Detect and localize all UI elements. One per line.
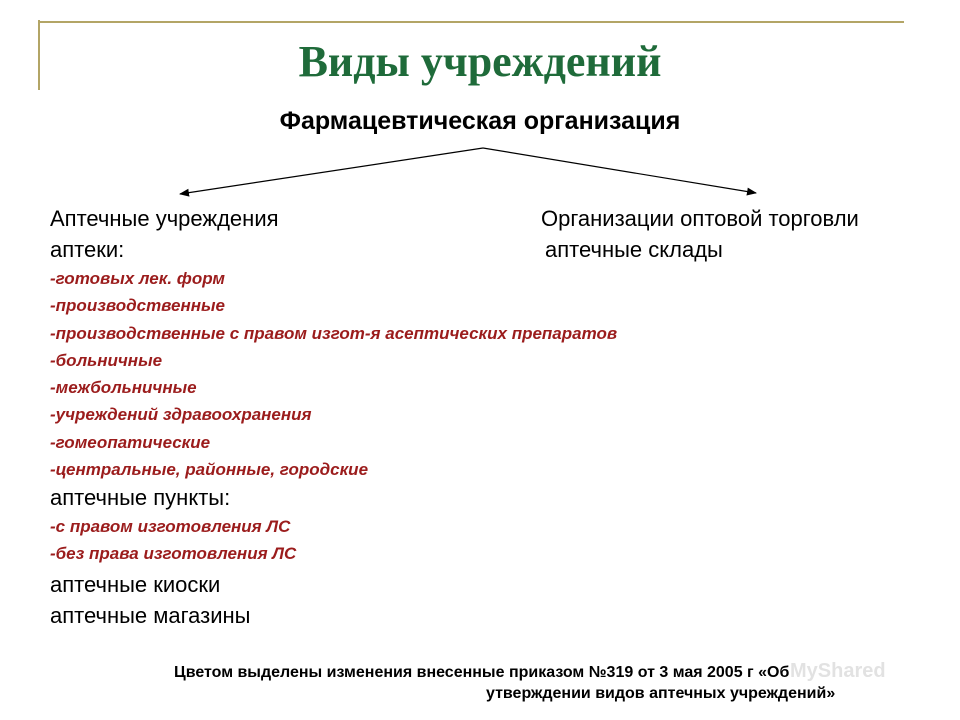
list-item: -центральные, районные, городские xyxy=(50,460,369,480)
arrow-to-wholesale xyxy=(483,148,756,193)
pharmacy-types-list xyxy=(50,265,617,483)
pharmacy-institutions-heading: Аптечные учреждения xyxy=(50,206,279,231)
organization-heading: Фармацевтическая организация xyxy=(279,107,681,135)
list-item: -гомеопатические xyxy=(50,432,211,452)
footnote-line-1: Цветом выделены изменения внесенные приказом №319 от 3 мая 2005 г «Об xyxy=(174,664,790,681)
watermark: MyShared xyxy=(790,660,886,682)
pharmacy-kiosks-label: аптечные киоски xyxy=(50,572,221,597)
footnote-line-2: утверждении видов аптечных учреждений» xyxy=(486,685,836,702)
list-item: -учреждений здравоохранения xyxy=(50,405,312,425)
pharmacy-stores-label: аптечные магазины xyxy=(50,603,251,628)
pharmacy-points-label: аптечные пункты: xyxy=(50,485,231,510)
list-item: -готовых лек. форм xyxy=(50,269,225,288)
list-item: -производственные с правом изгот-я асептических препаратов xyxy=(50,323,618,343)
slide-title: Виды учреждений xyxy=(298,37,662,86)
arrow-to-pharmacies xyxy=(180,148,483,194)
list-item: -межбольничные xyxy=(50,378,197,398)
list-item: -производственные xyxy=(50,296,225,316)
wholesale-organizations-heading: Организации оптовой торговли xyxy=(541,206,859,231)
list-item: -больничные xyxy=(50,350,163,370)
list-item: -с правом изготовления ЛС xyxy=(50,517,291,536)
pharmacy-points-list xyxy=(50,513,296,567)
pharmacies-subheading: аптеки: xyxy=(50,237,125,262)
list-item: -без права изготовления ЛС xyxy=(50,544,297,563)
pharmacy-warehouses-subheading: аптечные склады xyxy=(545,237,723,262)
